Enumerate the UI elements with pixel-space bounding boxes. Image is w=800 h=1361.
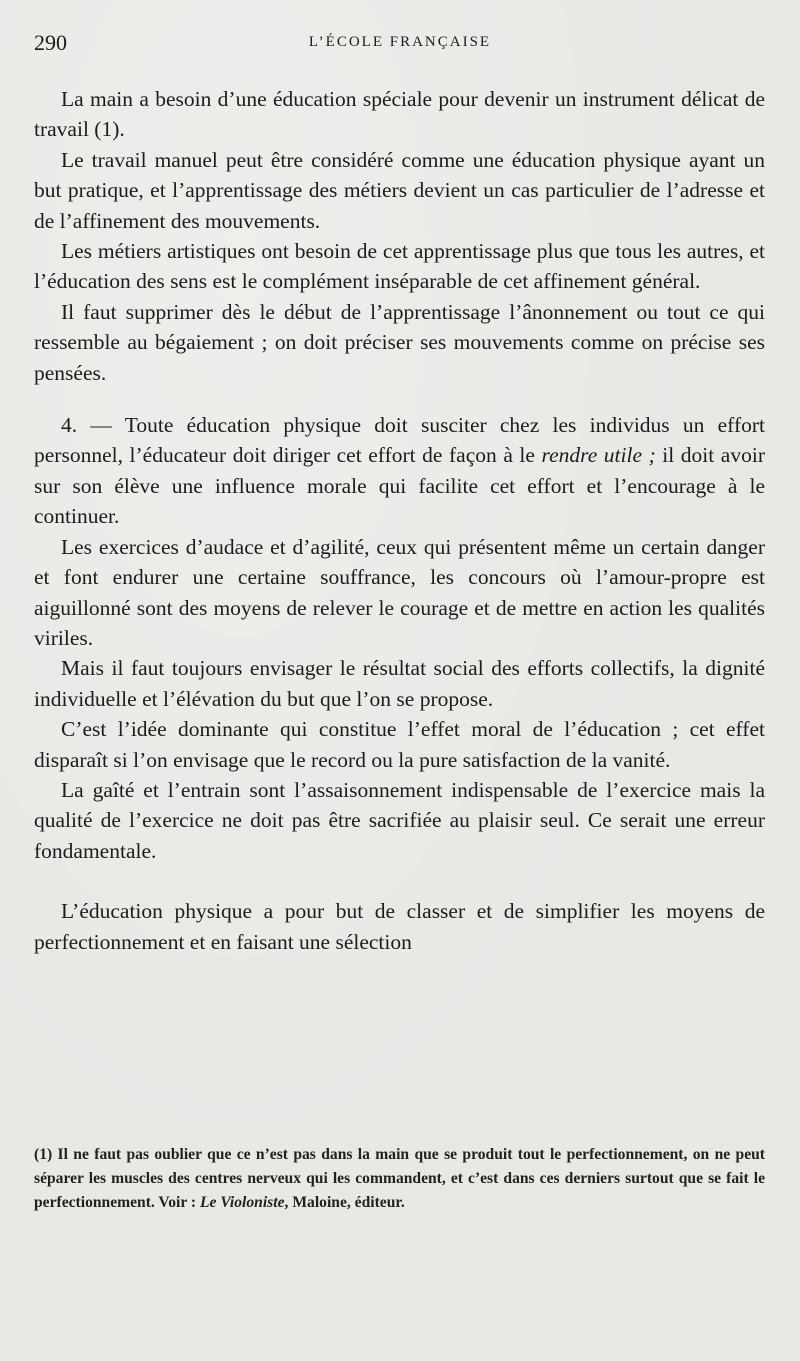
running-header xyxy=(34,30,766,60)
page-number: 290 xyxy=(34,30,67,55)
paragraph: C’est l’idée dominante qui constitue l’effet moral de l’éducation ; cet effet disparaît si l’on envisage que le record ou la pure satisfaction de la vanité. xyxy=(34,717,765,772)
paragraph: Les métiers artistiques ont besoin de cet apprentissage plus que tous les autres, et l’éducation des sens est le complément inséparable de cet affinement général. xyxy=(34,239,765,294)
main-text xyxy=(34,84,765,957)
section-4-intro-continuation: il doit avoir sur son élève une influence morale qui facilite cet effort et l’encourage à le continuer. xyxy=(34,443,765,529)
paragraph: Les exercices d’audace et d’agilité, ceux qui présentent même un certain danger et font endurer une certaine souffrance, les concours où l’amour-propre est aiguillonné sont des moyens de relever le courage et de mettre en action les qualités viriles. xyxy=(34,534,765,650)
paragraph: Mais il faut toujours envisager le résultat social des efforts collectifs, la dignité individuelle et l’élévation du but que l’on se propose. xyxy=(34,656,765,711)
running-title: L’ÉCOLE FRANÇAISE xyxy=(308,34,492,50)
paragraph: Il faut supprimer dès le début de l’apprentissage l’ânonnement ou tout ce qui ressemble au bégaiement ; on doit préciser ses mouvements comme on précise ses pensées. xyxy=(34,299,765,385)
paragraph: La main a besoin d’une éducation spéciale pour devenir un instrument délicat de travail (1). xyxy=(34,87,765,142)
closing-paragraph: L’éducation physique a pour but de classer et de simplifier les moyens de perfectionnement et en faisant une sélection xyxy=(34,899,765,954)
section-4-intro-text: 4. — Toute éducation physique doit susciter chez les individus un effort personnel, l’éducateur doit diriger cet effort de façon à le xyxy=(34,413,765,468)
paragraph: Le travail manuel peut être considéré comme une éducation physique ayant un but pratique, et l’apprentissage des métiers devient un cas particulier de l’adresse et de l’affinement des mouvements. xyxy=(34,147,765,233)
paragraph: La gaîté et l’entrain sont l’assaisonnement indispensable de l’exercice mais la qualité de l’exercice ne doit pas être sacrifiée au plaisir seul. Ce serait une erreur fondamentale. xyxy=(34,777,765,863)
section-4-intro xyxy=(34,410,765,532)
footnote xyxy=(34,1143,765,1216)
footnote-publisher: , Maloine, éditeur. xyxy=(284,1194,405,1212)
italic-phrase: rendre utile ; xyxy=(541,443,656,468)
footnote-body: (1) Il ne faut pas oublier que ce n’est pas dans la main que se produit tout le perfectionnement, on ne peut séparer les muscles des centres nerveux qui les commandent, et c’est dans ces derniers surtout que se fait le perfectionnement. Voir : xyxy=(34,1146,765,1212)
footnote-text xyxy=(34,1143,765,1216)
footnote-italic-title: Le Violoniste xyxy=(200,1194,285,1212)
